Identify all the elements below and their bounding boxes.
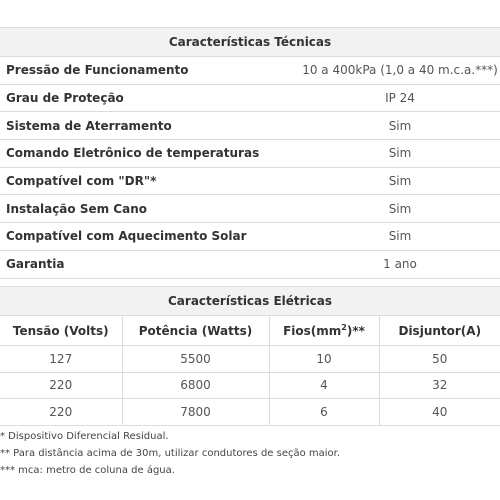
cell-disjuntor: 40 xyxy=(379,399,500,426)
spec-label: Instalação Sem Cano xyxy=(0,195,300,223)
table-row xyxy=(0,372,500,399)
cell-potencia: 7800 xyxy=(122,399,269,426)
cell-fios: 4 xyxy=(269,372,379,399)
cell-disjuntor: 50 xyxy=(379,346,500,373)
cell-disjuntor: 32 xyxy=(379,372,500,399)
spec-label: Sistema de Aterramento xyxy=(0,112,300,140)
fios-superscript: 2 xyxy=(341,322,347,332)
spec-row xyxy=(0,57,500,85)
footnote-distance: ** Para distância acima de 30m, utilizar condutores de seção maior. xyxy=(0,448,341,459)
cell-fios: 6 xyxy=(269,399,379,426)
column-header-disjuntor: Disjuntor(A) xyxy=(379,316,500,346)
cell-tensao: 220 xyxy=(0,372,122,399)
spec-row xyxy=(0,84,500,112)
footnotes xyxy=(0,428,500,479)
spec-row xyxy=(0,167,500,195)
electrical-specs-header xyxy=(0,287,500,316)
electrical-specs-table xyxy=(0,286,500,426)
cell-fios: 10 xyxy=(269,346,379,373)
spec-row xyxy=(0,195,500,223)
table-row xyxy=(0,346,500,373)
cell-potencia: 5500 xyxy=(122,346,269,373)
spec-value: Sim xyxy=(300,167,500,195)
fios-suffix: )** xyxy=(346,323,365,338)
electrical-column-headers xyxy=(0,316,500,346)
spec-value: Sim xyxy=(300,223,500,251)
spec-value: IP 24 xyxy=(300,84,500,112)
column-header-tensao: Tensão (Volts) xyxy=(0,316,122,346)
fios-label: Fios(mm xyxy=(283,323,342,338)
spec-label: Pressão de Funcionamento xyxy=(0,57,300,85)
spec-value: 10 a 400kPa (1,0 a 40 m.c.a.***) xyxy=(300,57,500,85)
spec-label: Compatível com "DR"* xyxy=(0,167,300,195)
table-row xyxy=(0,399,500,426)
cell-tensao: 220 xyxy=(0,399,122,426)
spec-value: Sim xyxy=(300,195,500,223)
cell-tensao: 127 xyxy=(0,346,122,373)
spec-row xyxy=(0,250,500,278)
footnote-dr: * Dispositivo Diferencial Residual. xyxy=(0,431,169,442)
footnote-mca: *** mca: metro de coluna de água. xyxy=(0,465,175,476)
spec-row xyxy=(0,112,500,140)
spec-label: Garantia xyxy=(0,250,300,278)
spec-value: Sim xyxy=(300,140,500,168)
column-header-fios xyxy=(269,316,379,346)
electrical-specs-title: Características Elétricas xyxy=(0,287,500,316)
cell-potencia: 6800 xyxy=(122,372,269,399)
spec-label: Comando Eletrônico de temperaturas xyxy=(0,140,300,168)
spec-value: 1 ano xyxy=(300,250,500,278)
spec-label: Grau de Proteção xyxy=(0,84,300,112)
column-header-potencia: Potência (Watts) xyxy=(122,316,269,346)
technical-specs-table xyxy=(0,27,500,279)
spec-row xyxy=(0,140,500,168)
spec-label: Compatível com Aquecimento Solar xyxy=(0,223,300,251)
spec-value: Sim xyxy=(300,112,500,140)
spec-row xyxy=(0,223,500,251)
technical-specs-header xyxy=(0,28,500,57)
technical-specs-title: Características Técnicas xyxy=(0,28,500,57)
